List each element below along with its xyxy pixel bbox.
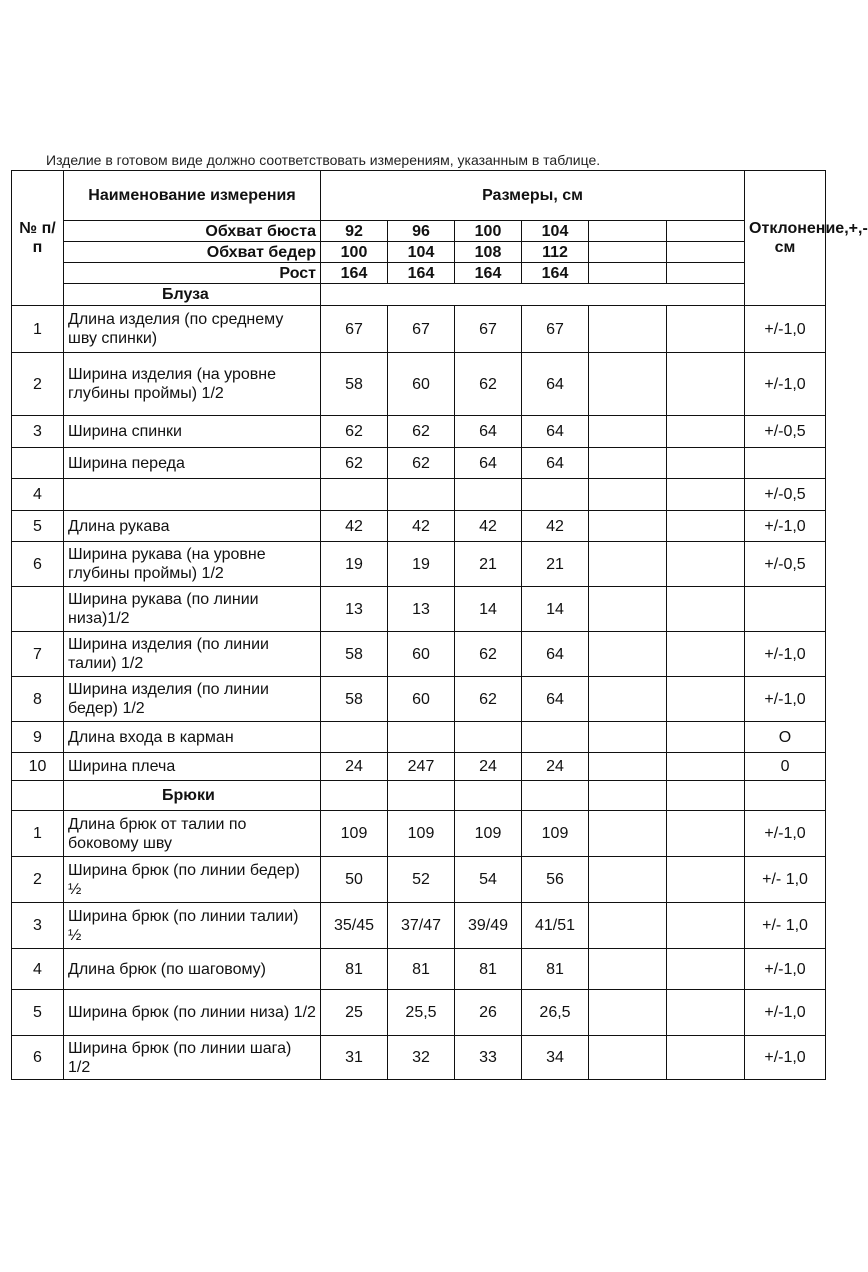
empty-cell [589, 353, 667, 416]
size-value: 52 [388, 857, 455, 903]
measurement-name: Ширина рукава (на уровне глубины проймы) 1/2 [64, 542, 321, 587]
size-value: 26 [455, 990, 522, 1036]
empty-cell [589, 949, 667, 990]
row-number: 7 [12, 632, 64, 677]
row-number: 6 [12, 542, 64, 587]
empty-cell [667, 632, 745, 677]
size-value: 64 [455, 416, 522, 448]
deviation-value: +/- 1,0 [745, 903, 826, 949]
empty-cell [667, 990, 745, 1036]
size-value: 109 [522, 811, 589, 857]
row-number: 2 [12, 353, 64, 416]
size-value: 14 [522, 587, 589, 632]
size-value: 62 [388, 448, 455, 479]
empty-cell [667, 903, 745, 949]
empty-cell [589, 677, 667, 722]
size-value [321, 722, 388, 753]
height-value: 164 [522, 263, 589, 284]
measurement-name: Ширина переда [64, 448, 321, 479]
size-value [522, 722, 589, 753]
size-value: 14 [455, 587, 522, 632]
size-value: 109 [388, 811, 455, 857]
size-value [321, 479, 388, 511]
row-number: 2 [12, 857, 64, 903]
size-value: 64 [522, 632, 589, 677]
empty-cell [589, 811, 667, 857]
deviation-value: +/-1,0 [745, 811, 826, 857]
height-value: 164 [455, 263, 522, 284]
empty-cell [667, 479, 745, 511]
table-row [12, 677, 826, 722]
empty-cell [589, 448, 667, 479]
empty-cell [667, 448, 745, 479]
size-value: 109 [455, 811, 522, 857]
deviation-value: +/-0,5 [745, 416, 826, 448]
table-row [12, 1036, 826, 1080]
empty-cell [589, 587, 667, 632]
deviation-value: +/-0,5 [745, 479, 826, 511]
table-row [12, 479, 826, 511]
empty-cell [589, 753, 667, 781]
empty-cell [589, 479, 667, 511]
measurement-name [64, 479, 321, 511]
section-title: Блуза [64, 284, 321, 306]
empty-cell [321, 781, 388, 811]
empty-cell [667, 949, 745, 990]
empty-cell [589, 722, 667, 753]
size-value [455, 479, 522, 511]
row-number: 10 [12, 753, 64, 781]
empty-cell [589, 1036, 667, 1080]
row-number: 5 [12, 990, 64, 1036]
deviation-value: +/-1,0 [745, 1036, 826, 1080]
empty-cell [589, 542, 667, 587]
table-row [12, 542, 826, 587]
empty-cell [667, 306, 745, 353]
row-number [12, 587, 64, 632]
size-value: 13 [388, 587, 455, 632]
empty-cell [667, 811, 745, 857]
hips-value: 112 [522, 242, 589, 263]
empty-cell [667, 722, 745, 753]
size-value: 13 [321, 587, 388, 632]
bust-label: Обхват бюста [64, 221, 321, 242]
size-value: 81 [321, 949, 388, 990]
measurement-name: Ширина изделия (по линии талии) 1/2 [64, 632, 321, 677]
empty-cell [667, 511, 745, 542]
row-number: 4 [12, 949, 64, 990]
size-value [455, 722, 522, 753]
table-row [12, 448, 826, 479]
size-value: 41/51 [522, 903, 589, 949]
table-row [12, 949, 826, 990]
size-value: 64 [522, 353, 589, 416]
size-value: 24 [321, 753, 388, 781]
table-row [12, 587, 826, 632]
size-value: 64 [522, 677, 589, 722]
empty-cell [12, 781, 64, 811]
row-number [12, 448, 64, 479]
empty-cell [589, 857, 667, 903]
size-value: 37/47 [388, 903, 455, 949]
empty-cell [667, 781, 745, 811]
size-value: 42 [522, 511, 589, 542]
empty-cell [667, 857, 745, 903]
bust-value: 92 [321, 221, 388, 242]
height-value: 164 [388, 263, 455, 284]
empty-cell [667, 587, 745, 632]
empty-cell [589, 632, 667, 677]
deviation-value [745, 448, 826, 479]
sizes-header: Размеры, см [321, 171, 745, 221]
size-value: 81 [522, 949, 589, 990]
empty-cell [667, 416, 745, 448]
empty-cell [667, 542, 745, 587]
table-row [12, 753, 826, 781]
empty-cell [455, 781, 522, 811]
row-number: 9 [12, 722, 64, 753]
bust-value: 100 [455, 221, 522, 242]
size-value: 32 [388, 1036, 455, 1080]
deviation-value: +/-1,0 [745, 949, 826, 990]
measurement-name: Ширина спинки [64, 416, 321, 448]
row-number: 3 [12, 903, 64, 949]
deviation-value: +/-1,0 [745, 306, 826, 353]
empty-cell [589, 990, 667, 1036]
size-value: 21 [455, 542, 522, 587]
table-row [12, 416, 826, 448]
deviation-value: +/-1,0 [745, 511, 826, 542]
size-value [388, 722, 455, 753]
row-number: 8 [12, 677, 64, 722]
deviation-value: +/-0,5 [745, 542, 826, 587]
row-number: 6 [12, 1036, 64, 1080]
size-value: 109 [321, 811, 388, 857]
measurement-name: Ширина брюк (по линии бедер) ½ [64, 857, 321, 903]
size-value: 60 [388, 677, 455, 722]
empty-cell [589, 416, 667, 448]
measurement-name: Ширина изделия (по линии бедер) 1/2 [64, 677, 321, 722]
size-value: 25,5 [388, 990, 455, 1036]
size-value: 67 [388, 306, 455, 353]
measurement-name: Ширина рукава (по линии низа)1/2 [64, 587, 321, 632]
table-row [12, 632, 826, 677]
empty-cell [667, 353, 745, 416]
size-value: 25 [321, 990, 388, 1036]
empty-cell [388, 781, 455, 811]
table-row [12, 306, 826, 353]
size-value: 67 [522, 306, 589, 353]
deviation-header: Отклонение,+,- см [745, 171, 826, 306]
empty-cell [745, 781, 826, 811]
table-row [12, 353, 826, 416]
row-number: 4 [12, 479, 64, 511]
measurement-name: Ширина изделия (на уровне глубины проймы) 1/2 [64, 353, 321, 416]
name-header: Наименование измерения [64, 171, 321, 221]
size-value [522, 479, 589, 511]
deviation-value: О [745, 722, 826, 753]
row-number: 3 [12, 416, 64, 448]
measurement-name: Длина рукава [64, 511, 321, 542]
size-value: 19 [321, 542, 388, 587]
size-value: 81 [388, 949, 455, 990]
size-value: 26,5 [522, 990, 589, 1036]
measurement-name: Длина входа в карман [64, 722, 321, 753]
size-value: 24 [455, 753, 522, 781]
table-row [12, 857, 826, 903]
empty-cell [667, 677, 745, 722]
bust-value [667, 221, 745, 242]
table-caption: Изделие в готовом виде должно соответствовать измерениям, указанным в таблице. [46, 152, 601, 168]
deviation-value [745, 587, 826, 632]
hips-value: 104 [388, 242, 455, 263]
table-row [12, 811, 826, 857]
empty-cell [589, 511, 667, 542]
size-value: 62 [455, 353, 522, 416]
table-row [12, 511, 826, 542]
measurement-name: Длина брюк от талии по боковому шву [64, 811, 321, 857]
table-row [12, 990, 826, 1036]
empty-cell [522, 781, 589, 811]
size-value: 58 [321, 632, 388, 677]
size-value: 56 [522, 857, 589, 903]
num-header: № п/п [12, 171, 64, 306]
empty-cell [589, 903, 667, 949]
measurement-name: Длина брюк (по шаговому) [64, 949, 321, 990]
size-value: 35/45 [321, 903, 388, 949]
size-value: 31 [321, 1036, 388, 1080]
size-value [388, 479, 455, 511]
hips-value [667, 242, 745, 263]
empty-cell [589, 781, 667, 811]
size-value: 64 [522, 448, 589, 479]
size-value: 42 [321, 511, 388, 542]
measurements-table [11, 170, 868, 1080]
size-value: 247 [388, 753, 455, 781]
hips-value [589, 242, 667, 263]
deviation-value: +/-1,0 [745, 353, 826, 416]
size-value: 21 [522, 542, 589, 587]
empty-cell [667, 753, 745, 781]
section-header-row [12, 781, 826, 811]
size-value: 42 [388, 511, 455, 542]
measurement-name: Ширина брюк (по линии шага) 1/2 [64, 1036, 321, 1080]
size-value: 34 [522, 1036, 589, 1080]
hips-label: Обхват бедер [64, 242, 321, 263]
size-value: 64 [522, 416, 589, 448]
size-value: 54 [455, 857, 522, 903]
height-value [589, 263, 667, 284]
height-value: 164 [321, 263, 388, 284]
empty-cell [321, 284, 745, 306]
size-value: 39/49 [455, 903, 522, 949]
deviation-value: 0 [745, 753, 826, 781]
table-row [12, 722, 826, 753]
bust-value: 104 [522, 221, 589, 242]
height-label: Рост [64, 263, 321, 284]
size-value: 62 [455, 632, 522, 677]
deviation-value: +/-1,0 [745, 677, 826, 722]
size-value: 67 [455, 306, 522, 353]
measurement-name: Ширина плеча [64, 753, 321, 781]
hips-value: 100 [321, 242, 388, 263]
size-value: 33 [455, 1036, 522, 1080]
empty-cell [667, 1036, 745, 1080]
section-title: Брюки [64, 781, 321, 811]
size-value: 62 [321, 416, 388, 448]
deviation-value: +/-1,0 [745, 990, 826, 1036]
size-value: 58 [321, 353, 388, 416]
bust-value [589, 221, 667, 242]
size-value: 62 [321, 448, 388, 479]
size-value: 62 [388, 416, 455, 448]
size-value: 50 [321, 857, 388, 903]
deviation-value: +/- 1,0 [745, 857, 826, 903]
height-value [667, 263, 745, 284]
size-value: 60 [388, 353, 455, 416]
measurement-name: Ширина брюк (по линии талии) ½ [64, 903, 321, 949]
row-number: 1 [12, 811, 64, 857]
measurement-name: Длина изделия (по среднему шву спинки) [64, 306, 321, 353]
size-value: 64 [455, 448, 522, 479]
size-value: 60 [388, 632, 455, 677]
size-value: 58 [321, 677, 388, 722]
hips-value: 108 [455, 242, 522, 263]
table-row [12, 903, 826, 949]
size-value: 42 [455, 511, 522, 542]
measurement-name: Ширина брюк (по линии низа) 1/2 [64, 990, 321, 1036]
row-number: 1 [12, 306, 64, 353]
size-value: 19 [388, 542, 455, 587]
size-value: 81 [455, 949, 522, 990]
size-value: 62 [455, 677, 522, 722]
size-value: 24 [522, 753, 589, 781]
bust-value: 96 [388, 221, 455, 242]
empty-cell [589, 306, 667, 353]
deviation-value: +/-1,0 [745, 632, 826, 677]
size-value: 67 [321, 306, 388, 353]
row-number: 5 [12, 511, 64, 542]
